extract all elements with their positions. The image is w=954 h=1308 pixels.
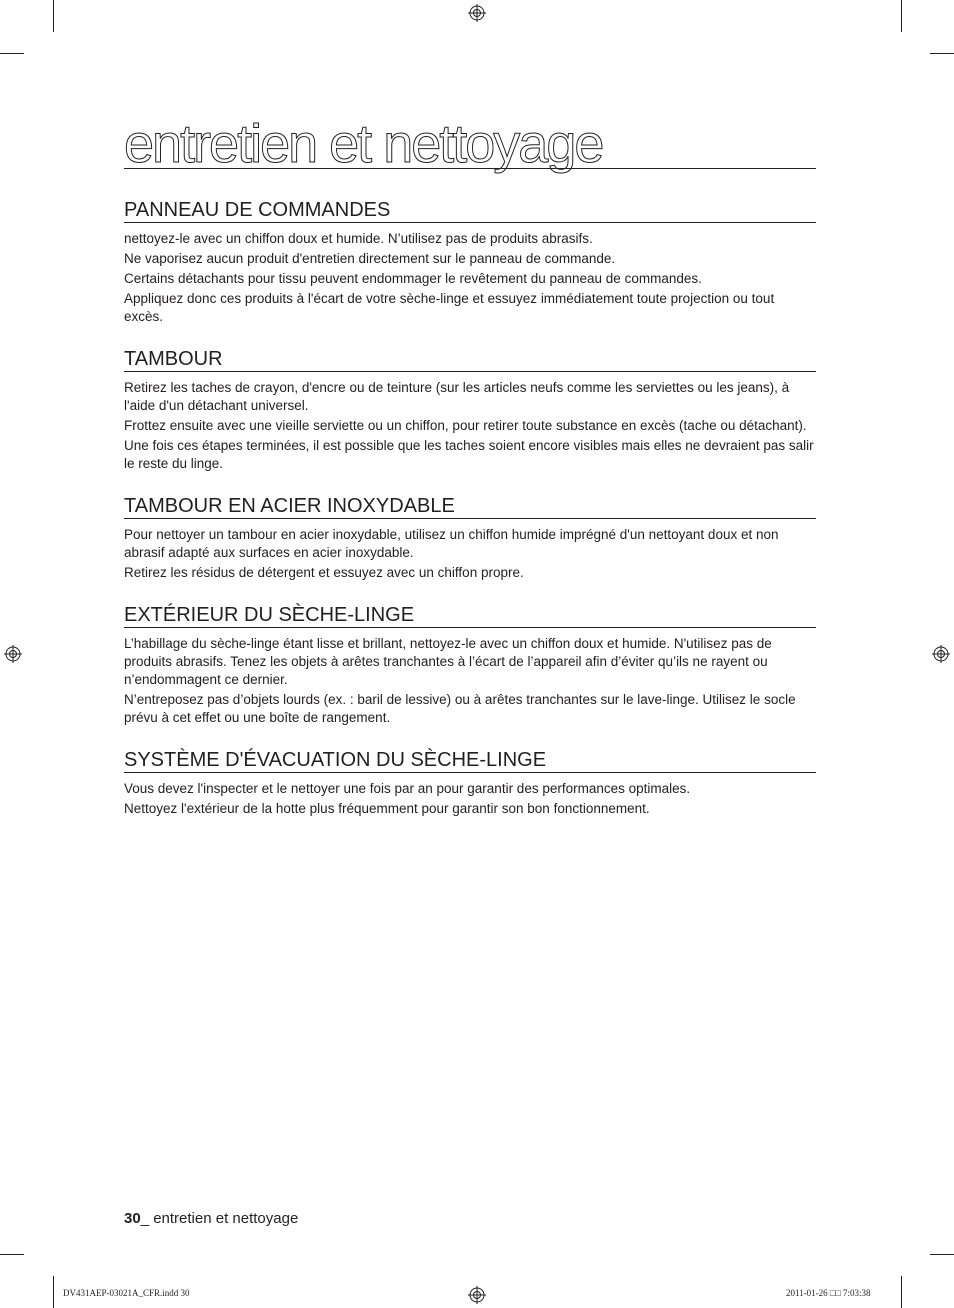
paragraph: Frottez ensuite avec une vieille serviette ou un chiffon, pour retirer toute substance en excès (tache ou détachant). [124,418,807,433]
section-heading: EXTÉRIEUR DU SÈCHE-LINGE [124,604,816,628]
slug-timestamp: 2011-01-26 □□ 7:03:38 [786,1288,871,1298]
crop-mark [930,53,954,54]
page-footer-label: _ entretien et nettoyage [140,1210,299,1227]
section-exterior [124,604,816,727]
registration-mark-icon [4,645,22,663]
paragraph: Pour nettoyer un tambour en acier inoxydable, utilisez un chiffon humide imprégné d'un nettoyant doux et non abrasif adapté aux surfaces en acier inoxydable. [124,527,779,560]
section-control-panel [124,199,816,326]
crop-mark [53,1276,54,1308]
section-drum [124,348,816,473]
paragraph: Appliquez donc ces produits à l'écart de votre sèche-linge et essuyez immédiatement toute projection ou tout excès. [124,291,775,324]
section-exhaust-system [124,749,816,818]
section-heading: TAMBOUR EN ACIER INOXYDABLE [124,495,816,519]
crop-mark [901,1276,902,1308]
registration-mark-icon [468,1286,486,1304]
page-content [124,114,816,820]
paragraph: Retirez les taches de crayon, d'encre ou de teinture (sur les articles neufs comme les serviettes ou les jeans), à l'aide d'un détachant universel. [124,380,790,413]
page-number: 30 [124,1210,141,1227]
crop-mark [901,0,902,32]
paragraph: Une fois ces étapes terminées, il est possible que les taches soient encore visibles mais elles ne devraient pas salir le reste du linge. [124,438,814,471]
section-stainless-drum [124,495,816,582]
paragraph: Nettoyez l'extérieur de la hotte plus fréquemment pour garantir son bon fonctionnement. [124,801,650,816]
paragraph: nettoyez-le avec un chiffon doux et humide. N’utilisez pas de produits abrasifs. [124,231,593,246]
section-heading: PANNEAU DE COMMANDES [124,199,816,223]
section-heading: TAMBOUR [124,348,816,372]
paragraph: Retirez les résidus de détergent et essuyez avec un chiffon propre. [124,565,524,580]
paragraph: Vous devez l'inspecter et le nettoyer une fois par an pour garantir des performances optimales. [124,781,691,796]
registration-mark-icon [932,645,950,663]
registration-mark-icon [468,4,486,22]
section-heading: SYSTÈME D'ÉVACUATION DU SÈCHE-LINGE [124,749,816,773]
crop-mark [930,1254,954,1255]
page-title: entretien et nettoyage [124,118,816,169]
paragraph: N’entreposez pas d’objets lourds (ex. : baril de lessive) ou à arêtes tranchantes sur le lave-linge. Utilisez le socle prévu à cet effet ou une boîte de rangement. [124,692,796,725]
paragraph: Certains détachants pour tissu peuvent endommager le revêtement du panneau de commandes. [124,271,702,286]
crop-mark [0,53,24,54]
crop-mark [0,1254,24,1255]
slug-filename: DV431AEP-03021A_CFR.indd 30 [63,1288,190,1298]
crop-mark [53,0,54,32]
paragraph: Ne vaporisez aucun produit d'entretien directement sur le panneau de commande. [124,251,616,266]
page-footer [124,1210,298,1227]
paragraph: L’habillage du sèche-linge étant lisse et brillant, nettoyez-le avec un chiffon doux et humide. N'utilisez pas de produits abrasifs. Tenez les objets à arêtes tranchantes à l’écart de l’appareil afin d’éviter qu’ils ne rayent ou n’endommagent ce dernier. [124,636,772,687]
